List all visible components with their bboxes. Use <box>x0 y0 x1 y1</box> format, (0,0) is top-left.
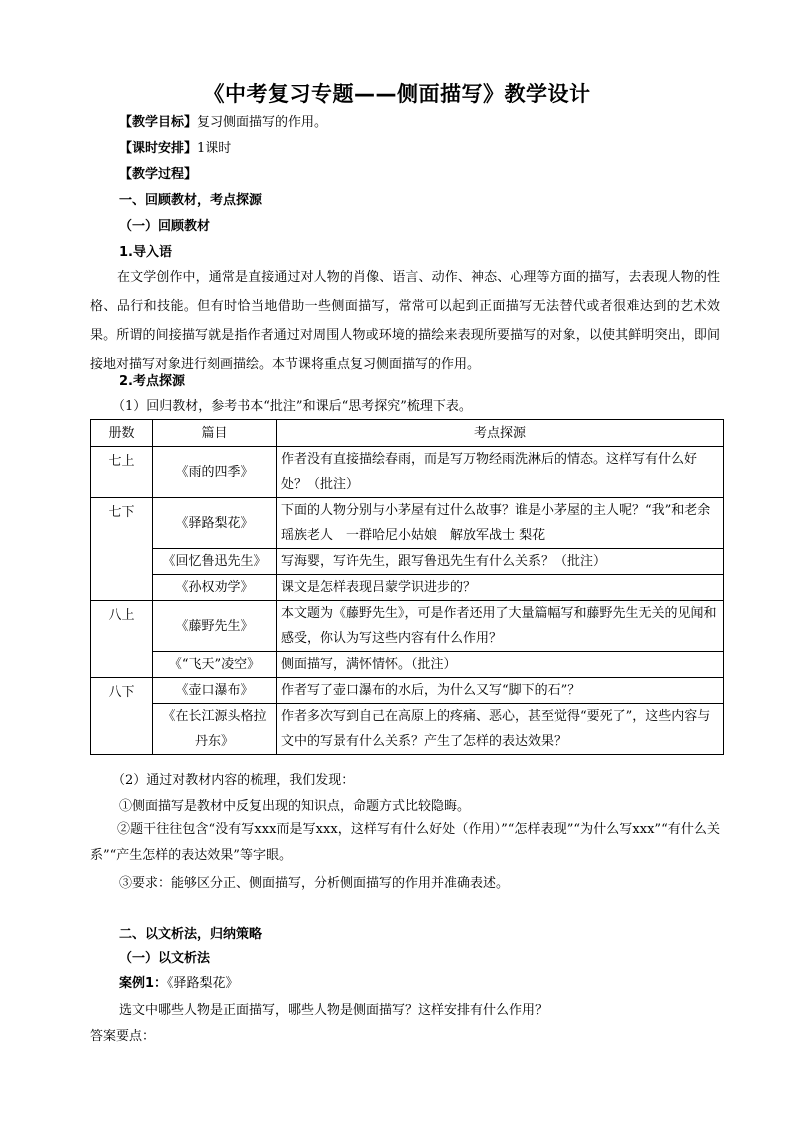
point-cell: 作者写了壶口瀑布的水后，为什么又写“脚下的石”？ <box>277 678 724 704</box>
finding-intro: （2）通过对教材内容的梳理，我们发现： <box>112 773 355 788</box>
document-title: 《中考复习专题——侧面描写》教学设计 <box>203 82 591 106</box>
table-row <box>91 704 724 755</box>
title-cell: 《回忆鲁迅先生》 <box>153 549 277 575</box>
point-cell: 作者没有直接描绘春雨，而是写万物经雨洗淋后的情态。这样写有什么好处？（批注） <box>277 447 724 498</box>
goal-label: 【教学目标】 <box>119 115 198 130</box>
process-label: 【教学过程】 <box>119 167 198 182</box>
finding-1: ①侧面描写是教材中反复出现的知识点，命题方式比较隐晦。 <box>119 799 471 814</box>
point-cell: 侧面描写，满怀情怀。（批注） <box>277 652 724 678</box>
exam-points-table <box>90 419 724 755</box>
case-label: 案例1： <box>119 976 168 991</box>
book-cell: 七上 <box>91 447 153 498</box>
title-cell: 《驿路梨花》 <box>153 498 277 549</box>
finding-2: ②题干往往包含“没有写xxx而是写xxx，这样写有什么好处（作用）”“怎样表现”“为什么写xxx”“有什么关系”“产生怎样的表达效果”等字眼。 <box>90 822 720 863</box>
table-row <box>91 652 724 678</box>
goal-text: 复习侧面描写的作用。 <box>197 115 328 130</box>
schedule <box>119 136 231 162</box>
title-cell: 《藤野先生》 <box>153 601 277 652</box>
answer-label: 答案要点： <box>90 1029 156 1044</box>
section-heading-2: 二、以文析法，归纳策略 <box>119 927 263 942</box>
table-row <box>91 678 724 704</box>
subheading-1: （一）回顾教材 <box>119 219 211 234</box>
schedule-label: 【课时安排】 <box>119 141 198 156</box>
point-cell: 课文是怎样表现吕蒙学识进步的？ <box>277 575 724 601</box>
title-cell: 《在长江源头格拉丹东》 <box>153 704 277 755</box>
section-heading-1: 一、回顾教材，考点探源 <box>119 193 263 208</box>
table-row <box>91 549 724 575</box>
book-cell: 八下 <box>91 678 153 755</box>
item-heading-exam: 2.考点探源 <box>119 374 185 389</box>
case-question: 选文中哪些人物是正面描写，哪些人物是侧面描写？这样安排有什么作用？ <box>119 1003 549 1018</box>
title-cell: 《孙权劝学》 <box>153 575 277 601</box>
intro-paragraph: 在文学创作中，通常是直接通过对人物的肖像、语言、动作、神态、心理等方面的描写，去表现人物的性格、品行和技能。但有时恰当地借助一些侧面描写，常常可以起到正面描写无法替代或者很难达到的艺术效果。所谓的间接描写就是指作者通过对周围人物或环境的描绘来表现所要描写的对象，以使其鲜明突出，即间接地对描写对象进行刻画描绘。本节课将重点复习侧面描写的作用。 <box>90 270 720 372</box>
item-heading-intro: 1.导入语 <box>119 245 172 260</box>
table-row <box>91 601 724 652</box>
table-row <box>91 498 724 549</box>
title-cell: 《雨的四季》 <box>153 447 277 498</box>
header-title: 篇目 <box>153 420 277 447</box>
schedule-text: 1课时 <box>197 141 232 156</box>
table-header-row <box>91 420 724 447</box>
title-cell: 《壶口瀑布》 <box>153 678 277 704</box>
title-cell: 《“飞天”凌空》 <box>153 652 277 678</box>
subheading-2: （一）以文析法 <box>119 951 211 966</box>
table-row <box>91 447 724 498</box>
finding-3: ③要求：能够区分正、侧面描写，分析侧面描写的作用并准确表述。 <box>119 876 510 891</box>
header-point: 考点探源 <box>277 420 724 447</box>
point-cell: 本文题为《藤野先生》，可是作者还用了大量篇幅写和藤野先生无关的见闻和感受，你认为写这些内容有什么作用？ <box>277 601 724 652</box>
point-cell: 下面的人物分别与小茅屋有过什么故事？谁是小茅屋的主人呢？“我”和老余 瑶族老人 一群哈尼小姑娘 解放军战士 梨花 <box>277 498 724 549</box>
teaching-goal <box>119 110 327 136</box>
header-book: 册数 <box>91 420 153 447</box>
point-cell: 写海婴，写许先生，跟写鲁迅先生有什么关系？（批注） <box>277 549 724 575</box>
table-intro: （1）回归教材，参考书本“批注”和课后“思考探究”梳理下表。 <box>112 399 472 414</box>
case-text: 《驿路梨花》 <box>167 976 239 991</box>
book-cell: 八上 <box>91 601 153 678</box>
case-line <box>119 971 239 997</box>
table-row <box>91 575 724 601</box>
book-cell: 七下 <box>91 498 153 601</box>
point-cell: 作者多次写到自己在高原上的疼痛、恶心，甚至觉得“要死了”，这些内容与文中的写景有什么关系？产生了怎样的表达效果？ <box>277 704 724 755</box>
